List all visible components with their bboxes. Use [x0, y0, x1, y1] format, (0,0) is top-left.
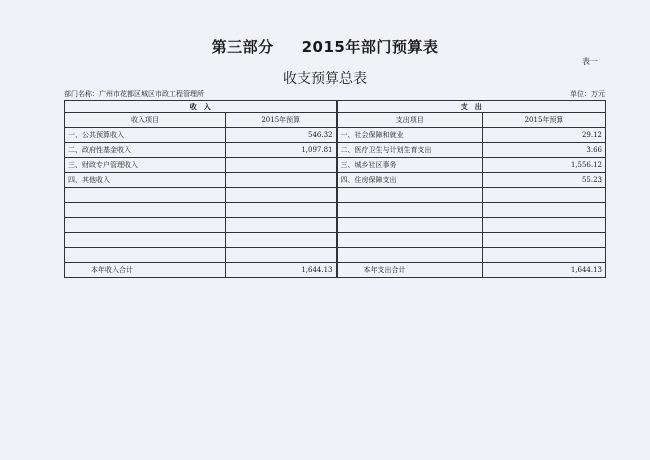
expense-item-cell	[337, 218, 483, 233]
income-item-cell	[65, 233, 226, 248]
income-section-header: 收 入	[65, 101, 337, 113]
unit-label: 单位：万元	[570, 90, 605, 98]
expense-item-cell	[337, 248, 483, 263]
expense-amount-cell	[483, 233, 606, 248]
expense-item-cell	[337, 233, 483, 248]
expense-amount-cell: 1,556.12	[483, 158, 606, 173]
income-total-label: 本年收入合计	[65, 263, 226, 278]
expense-item-header: 支出项目	[337, 113, 483, 128]
table-row	[65, 158, 606, 173]
expense-amount-cell	[483, 188, 606, 203]
income-item-cell	[65, 203, 226, 218]
part-label: 第三部分	[211, 38, 274, 56]
table-row	[65, 203, 606, 218]
income-amount-header: 2015年预算	[226, 113, 337, 128]
expense-amount-cell	[483, 218, 606, 233]
expense-amount-header: 2015年预算	[483, 113, 606, 128]
table-row	[65, 248, 606, 263]
income-item-cell	[65, 218, 226, 233]
page-title	[0, 36, 650, 57]
expense-amount-cell	[483, 248, 606, 263]
budget-table	[64, 100, 606, 278]
income-amount-cell	[226, 173, 337, 188]
table-row	[65, 143, 606, 158]
income-item-cell: 三、财政专户管理收入	[65, 158, 226, 173]
table-row	[65, 128, 606, 143]
expense-item-cell: 三、城乡社区事务	[337, 158, 483, 173]
table-row	[65, 218, 606, 233]
table-number: 表一	[582, 57, 598, 66]
section-header-row	[65, 101, 606, 113]
expense-section-header: 支 出	[337, 101, 606, 113]
table-row	[65, 188, 606, 203]
expense-item-cell: 一、社会保障和就业	[337, 128, 483, 143]
income-item-cell	[65, 248, 226, 263]
income-item-cell: 二、政府性基金收入	[65, 143, 226, 158]
expense-item-cell	[337, 188, 483, 203]
expense-item-cell: 四、住房保障支出	[337, 173, 483, 188]
income-item-cell	[65, 188, 226, 203]
income-amount-cell	[226, 233, 337, 248]
document-title: 2015年部门预算表	[301, 38, 439, 56]
income-item-header: 收入项目	[65, 113, 226, 128]
meta-row	[64, 89, 605, 99]
income-amount-cell	[226, 248, 337, 263]
expense-amount-cell: 3.66	[483, 143, 606, 158]
income-amount-cell	[226, 218, 337, 233]
expense-total-amount: 1,644.13	[483, 263, 606, 278]
table-row	[65, 173, 606, 188]
column-header-row	[65, 113, 606, 128]
expense-amount-cell	[483, 203, 606, 218]
table-subtitle: 收支预算总表	[283, 71, 367, 87]
table-row	[65, 233, 606, 248]
expense-item-cell: 二、医疗卫生与计划生育支出	[337, 143, 483, 158]
department-name: 部门名称：广州市花都区城区市政工程管理所	[64, 90, 204, 98]
income-item-cell: 四、其他收入	[65, 173, 226, 188]
expense-amount-cell: 29.12	[483, 128, 606, 143]
expense-total-label: 本年支出合计	[337, 263, 483, 278]
expense-amount-cell: 55.23	[483, 173, 606, 188]
total-row	[65, 263, 606, 278]
income-amount-cell	[226, 203, 337, 218]
expense-item-cell	[337, 203, 483, 218]
income-amount-cell: 1,097.81	[226, 143, 337, 158]
income-total-amount: 1,644.13	[226, 263, 337, 278]
income-amount-cell	[226, 158, 337, 173]
income-amount-cell	[226, 188, 337, 203]
income-item-cell: 一、公共预算收入	[65, 128, 226, 143]
income-amount-cell: 546.32	[226, 128, 337, 143]
